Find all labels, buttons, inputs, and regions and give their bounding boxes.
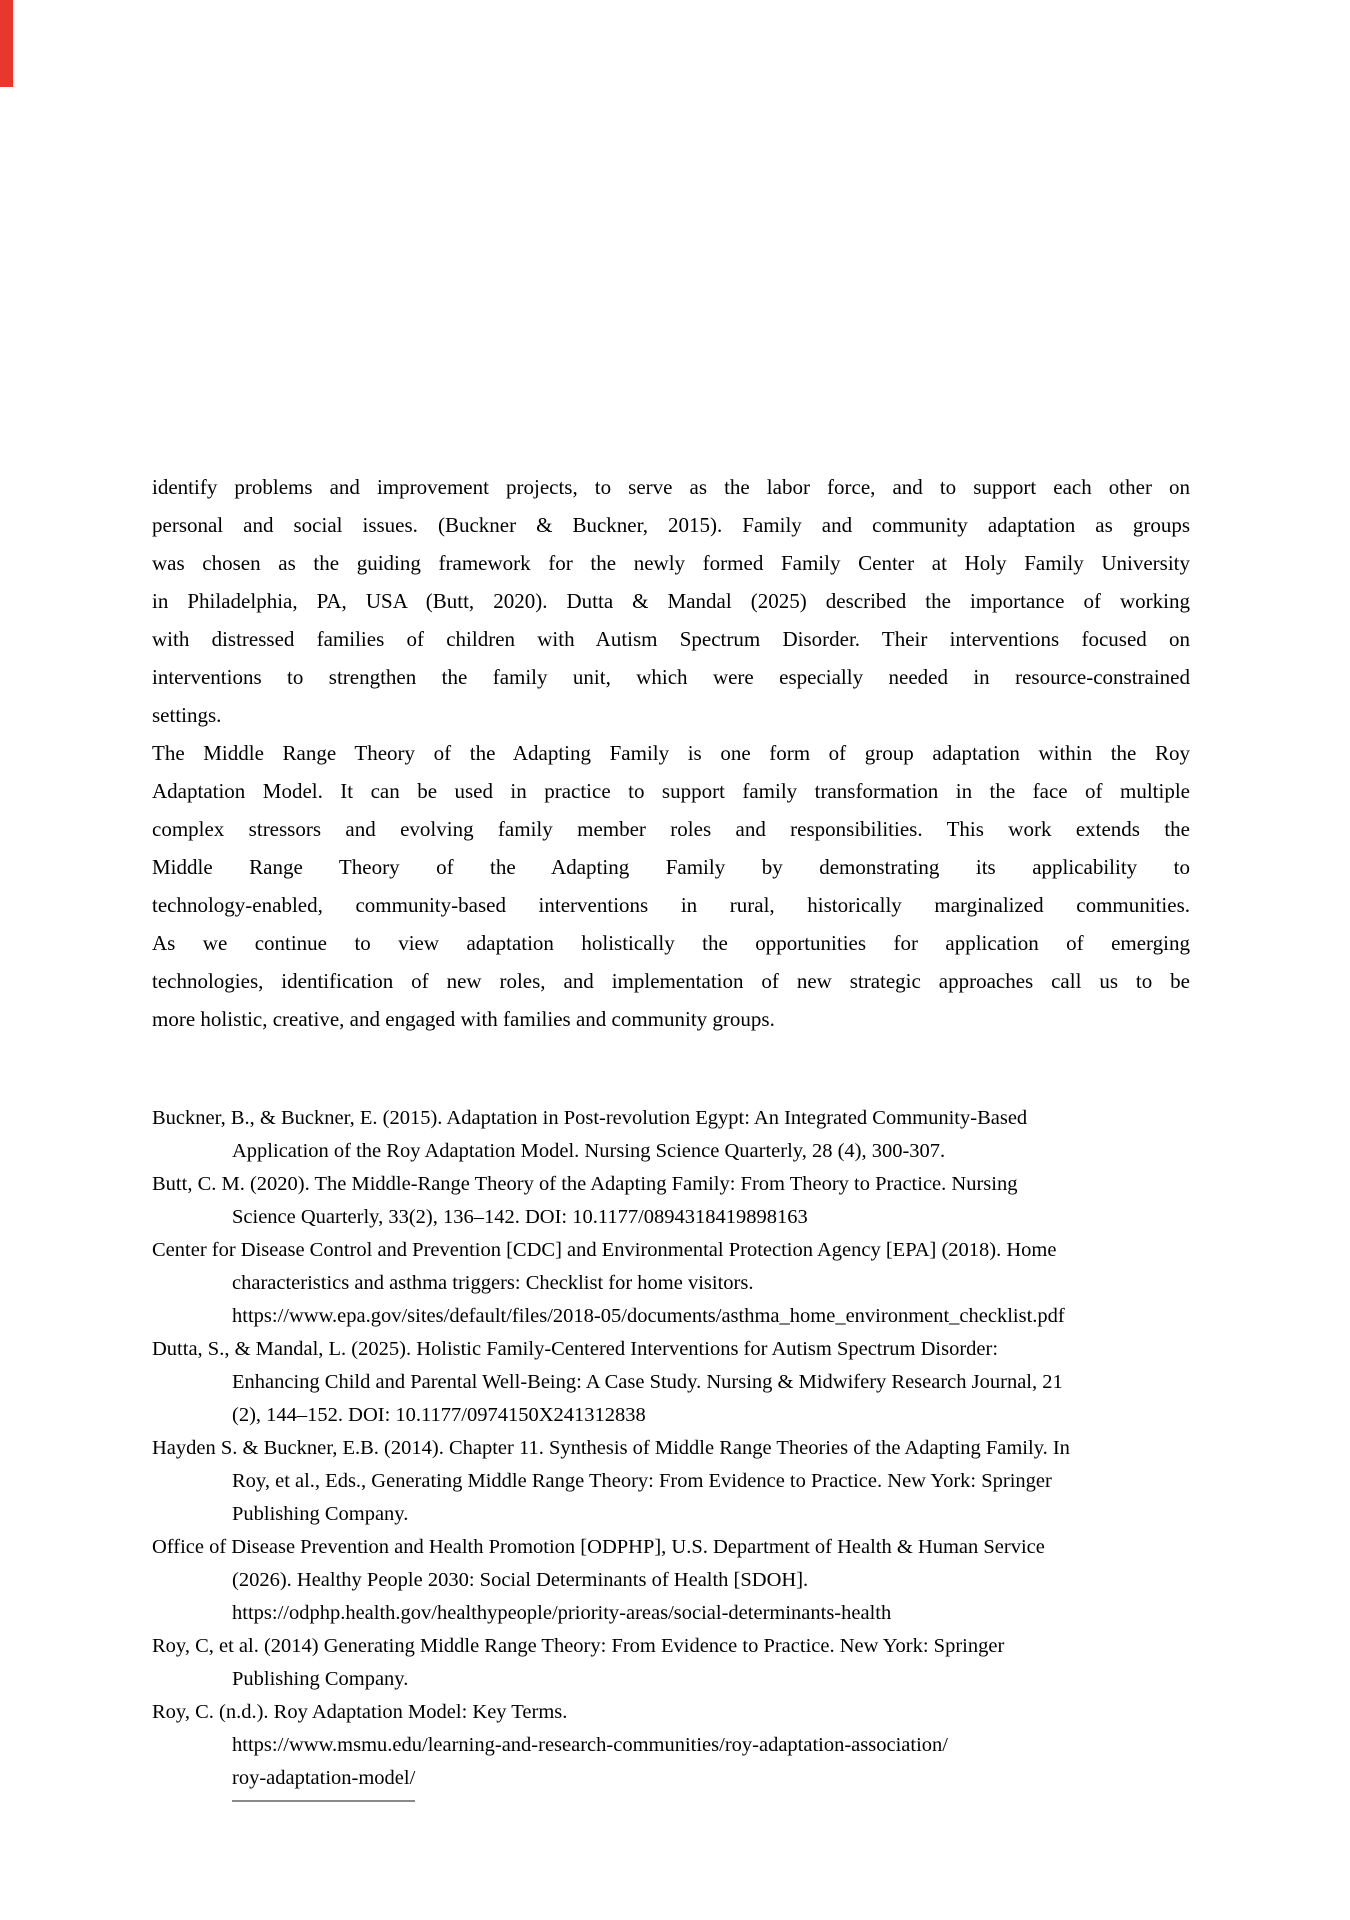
body-line: complex stressors and evolving family member roles and responsibilities. This work extends the bbox=[152, 817, 1190, 841]
reference-line: Application of the Roy Adaptation Model. Nursing Science Quarterly, 28 (4), 300-307. bbox=[232, 1140, 946, 1162]
reference-line: Publishing Company. bbox=[232, 1668, 409, 1690]
reference-line: Office of Disease Prevention and Health Promotion [ODPHP], U.S. Department of Health & Human Service bbox=[152, 1536, 1045, 1558]
body-line: settings. bbox=[152, 703, 222, 727]
body-line: personal and social issues. (Buckner & Buckner, 2015). Family and community adaptation as groups bbox=[152, 513, 1190, 537]
reference-line: characteristics and asthma triggers: Checklist for home visitors. bbox=[232, 1272, 754, 1294]
body-line: As we continue to view adaptation holistically the opportunities for application of emerging bbox=[152, 931, 1190, 955]
body-line: more holistic, creative, and engaged with families and community groups. bbox=[152, 1007, 775, 1031]
reference-line: Science Quarterly, 33(2), 136–142. DOI: 10.1177/0894318419898163 bbox=[232, 1206, 808, 1228]
reference-line: (2), 144–152. DOI: 10.1177/0974150X241312838 bbox=[232, 1404, 646, 1426]
reference-line: Enhancing Child and Parental Well-Being: A Case Study. Nursing & Midwifery Research Journal, 21 bbox=[232, 1371, 1063, 1393]
body-line: Middle Range Theory of the Adapting Family by demonstrating its applicability to bbox=[152, 855, 1190, 879]
reference-line: Publishing Company. bbox=[232, 1503, 409, 1525]
reference-list bbox=[152, 1102, 1212, 1802]
reference-line: Roy, et al., Eds., Generating Middle Range Theory: From Evidence to Practice. New York: Springer bbox=[232, 1470, 1052, 1492]
reference-line: Butt, C. M. (2020). The Middle-Range Theory of the Adapting Family: From Theory to Practice. Nursing bbox=[152, 1173, 1018, 1195]
reference-url-line[interactable]: https://www.msmu.edu/learning-and-research-communities/roy-adaptation-association/ bbox=[232, 1734, 948, 1756]
reference-url-line[interactable] bbox=[152, 1762, 1212, 1802]
body-line: in Philadelphia, PA, USA (Butt, 2020). Dutta & Mandal (2025) described the importance of working bbox=[152, 589, 1190, 613]
reference-url-underlined[interactable]: roy-adaptation-model/ bbox=[232, 1762, 415, 1802]
reference-line: Buckner, B., & Buckner, E. (2015). Adaptation in Post-revolution Egypt: An Integrated Community-Based bbox=[152, 1107, 1028, 1129]
body-line: technology-enabled, community-based interventions in rural, historically marginalized communities. bbox=[152, 893, 1190, 917]
reference-url-line[interactable]: https://www.epa.gov/sites/default/files/2018-05/documents/asthma_home_environment_checklist.pdf bbox=[232, 1305, 1065, 1327]
reference-line: Hayden S. & Buckner, E.B. (2014). Chapter 11. Synthesis of Middle Range Theories of the Adapting Family. In bbox=[152, 1437, 1070, 1459]
body-line: The Middle Range Theory of the Adapting Family is one form of group adaptation within the Roy bbox=[152, 741, 1190, 765]
body-line: was chosen as the guiding framework for the newly formed Family Center at Holy Family University bbox=[152, 551, 1190, 575]
body-text bbox=[152, 468, 1190, 1038]
body-line: with distressed families of children with Autism Spectrum Disorder. Their interventions focused on bbox=[152, 627, 1190, 651]
body-line: technologies, identification of new roles, and implementation of new strategic approaches call us to be bbox=[152, 969, 1190, 993]
red-edge-marker bbox=[0, 0, 13, 87]
reference-line: Roy, C. (n.d.). Roy Adaptation Model: Key Terms. bbox=[152, 1701, 568, 1723]
body-line: interventions to strengthen the family unit, which were especially needed in resource-constrained bbox=[152, 665, 1190, 689]
reference-line: Dutta, S., & Mandal, L. (2025). Holistic Family-Centered Interventions for Autism Spectrum Disorder: bbox=[152, 1338, 999, 1360]
reference-url-line[interactable]: https://odphp.health.gov/healthypeople/priority-areas/social-determinants-health bbox=[232, 1602, 892, 1624]
reference-line: (2026). Healthy People 2030: Social Determinants of Health [SDOH]. bbox=[232, 1569, 809, 1591]
body-line: Adaptation Model. It can be used in practice to support family transformation in the face of multiple bbox=[152, 779, 1190, 803]
reference-line: Center for Disease Control and Prevention [CDC] and Environmental Protection Agency [EPA] (2018). Home bbox=[152, 1239, 1057, 1261]
body-line: identify problems and improvement projects, to serve as the labor force, and to support each other on bbox=[152, 475, 1190, 499]
reference-line: Roy, C, et al. (2014) Generating Middle Range Theory: From Evidence to Practice. New York: Springer bbox=[152, 1635, 1005, 1657]
